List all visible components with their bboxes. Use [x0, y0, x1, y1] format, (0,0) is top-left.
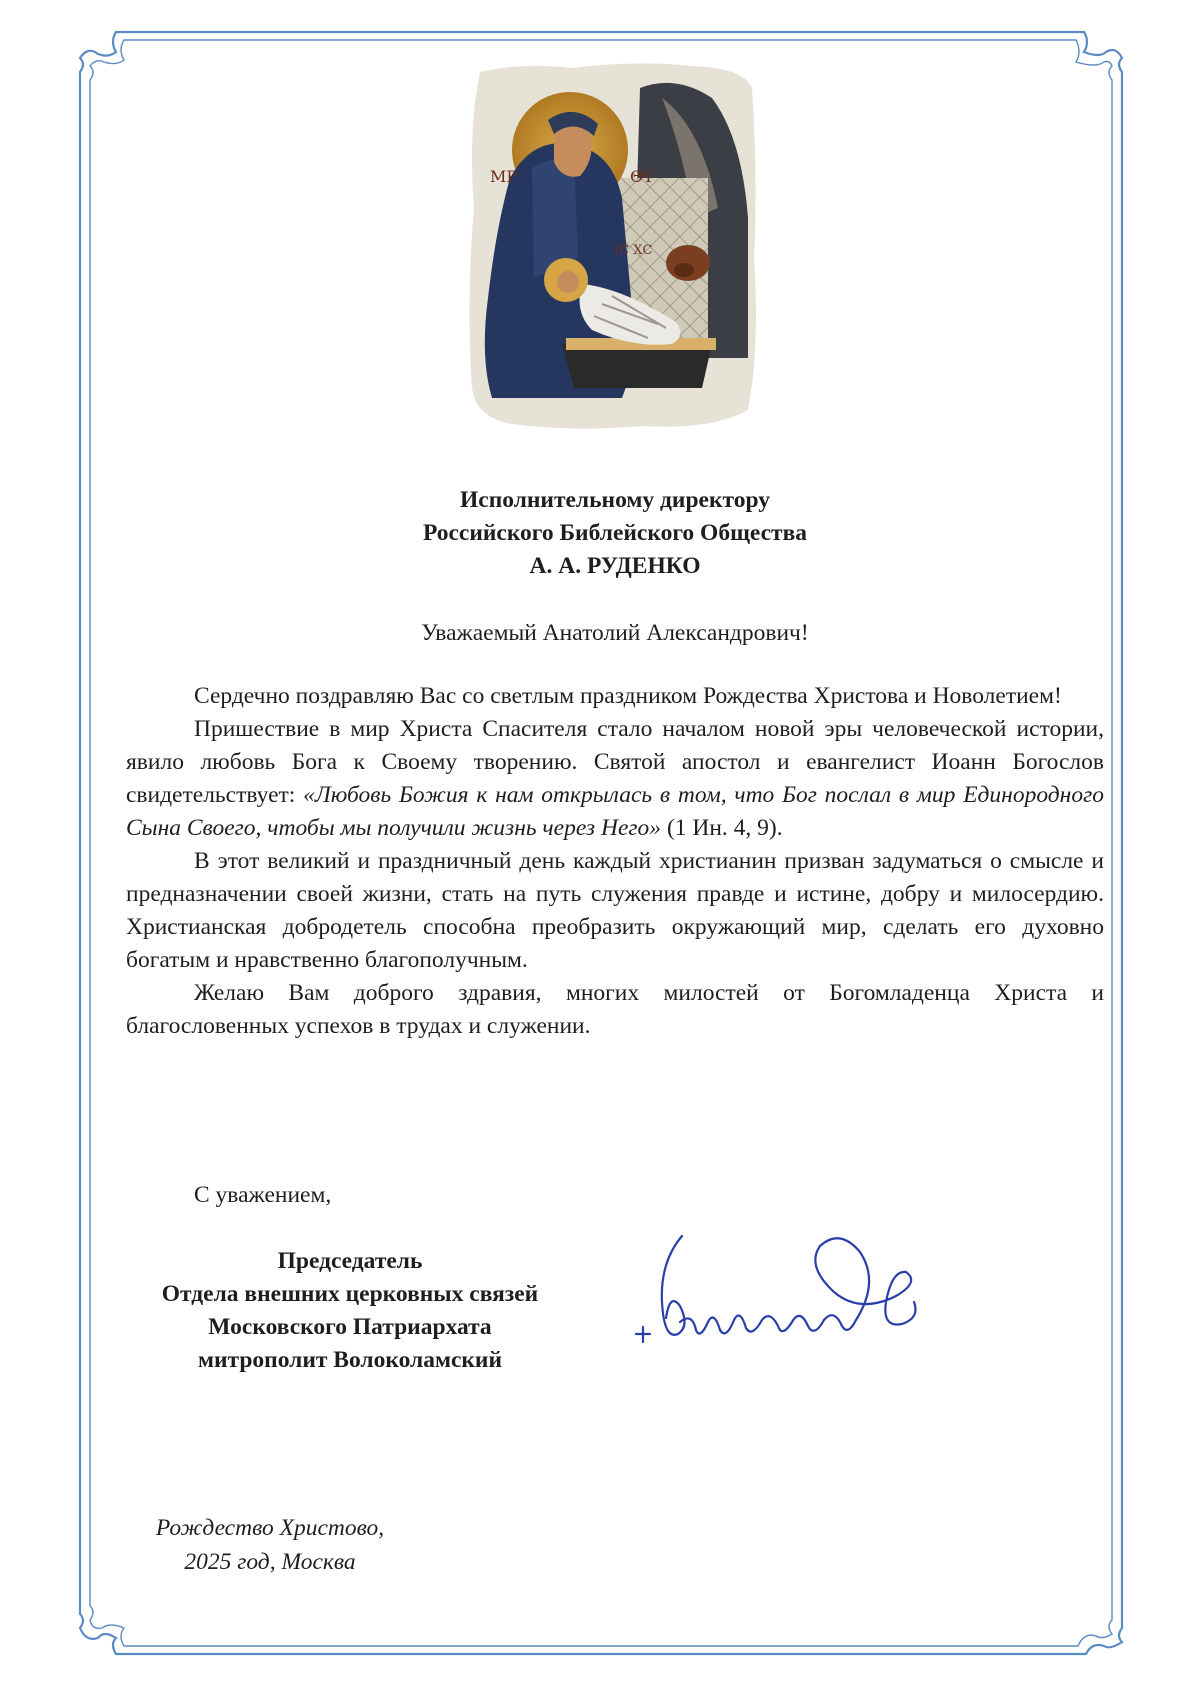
- nativity-icon-picture: [462, 58, 760, 434]
- icon-inscription-child: ІС ХС: [614, 243, 653, 258]
- signer-rank: митрополит Волоколамский: [197, 1347, 503, 1373]
- signer-title: Председатель: [277, 1248, 423, 1274]
- closing: С уважением,: [194, 1182, 332, 1208]
- date-place-line-2: 2025 год, Москва: [184, 1549, 356, 1575]
- paragraph-2: [126, 713, 1104, 845]
- paragraph-2-start: Пришествие в мир Христа Спасителя стало началом новой эры человеческой истории, явило любовь Бога к Своему творению. Святой апостол и евангелист Иоанн Богослов свидетельствует:: [126, 716, 1104, 808]
- paragraph-3: В этот великий и праздничный день каждый христианин призван задуматься о смысле и предназначении своей жизни, стать на путь служения правде и истине, добру и милосердию. Христианская добродетель способна преобразить окружающий мир, сделать его духовно богатым и нравственно благополучным.: [126, 848, 1104, 973]
- signer-department: Отдела внешних церковных связей: [161, 1281, 539, 1307]
- letter-body: [126, 680, 1104, 1043]
- addressee-line-1: Исполнительному директору: [460, 487, 770, 513]
- addressee-line-2: Российского Библейского Общества: [422, 520, 808, 546]
- scripture-reference: (1 Ин. 4, 9).: [661, 815, 783, 841]
- handwritten-signature: [630, 1222, 960, 1372]
- icon-inscription-right: ΘΥ: [630, 167, 654, 186]
- date-place-line-1: Рождество Христово,: [155, 1515, 385, 1541]
- scripture-quote: «Любовь Божия к нам открылась в том, что Бог послал в мир Единородного Сына Своего, чтобы мы получили жизнь через Него»: [126, 782, 1104, 841]
- salutation: Уважаемый Анатолий Александрович!: [421, 620, 809, 646]
- addressee-line-3: А. А. РУДЕНКО: [529, 553, 701, 579]
- signer-organization: Московского Патриархата: [208, 1314, 492, 1340]
- paragraph-1: Сердечно поздравляю Вас со светлым праздником Рождества Христова и Новолетием!: [194, 683, 1062, 709]
- icon-inscription-left: МР: [490, 167, 518, 186]
- paragraph-4: Желаю Вам доброго здравия, многих милостей от Богомладенца Христа и благословенных успехов в трудах и служении.: [126, 980, 1104, 1039]
- nativity-icon: [462, 58, 760, 434]
